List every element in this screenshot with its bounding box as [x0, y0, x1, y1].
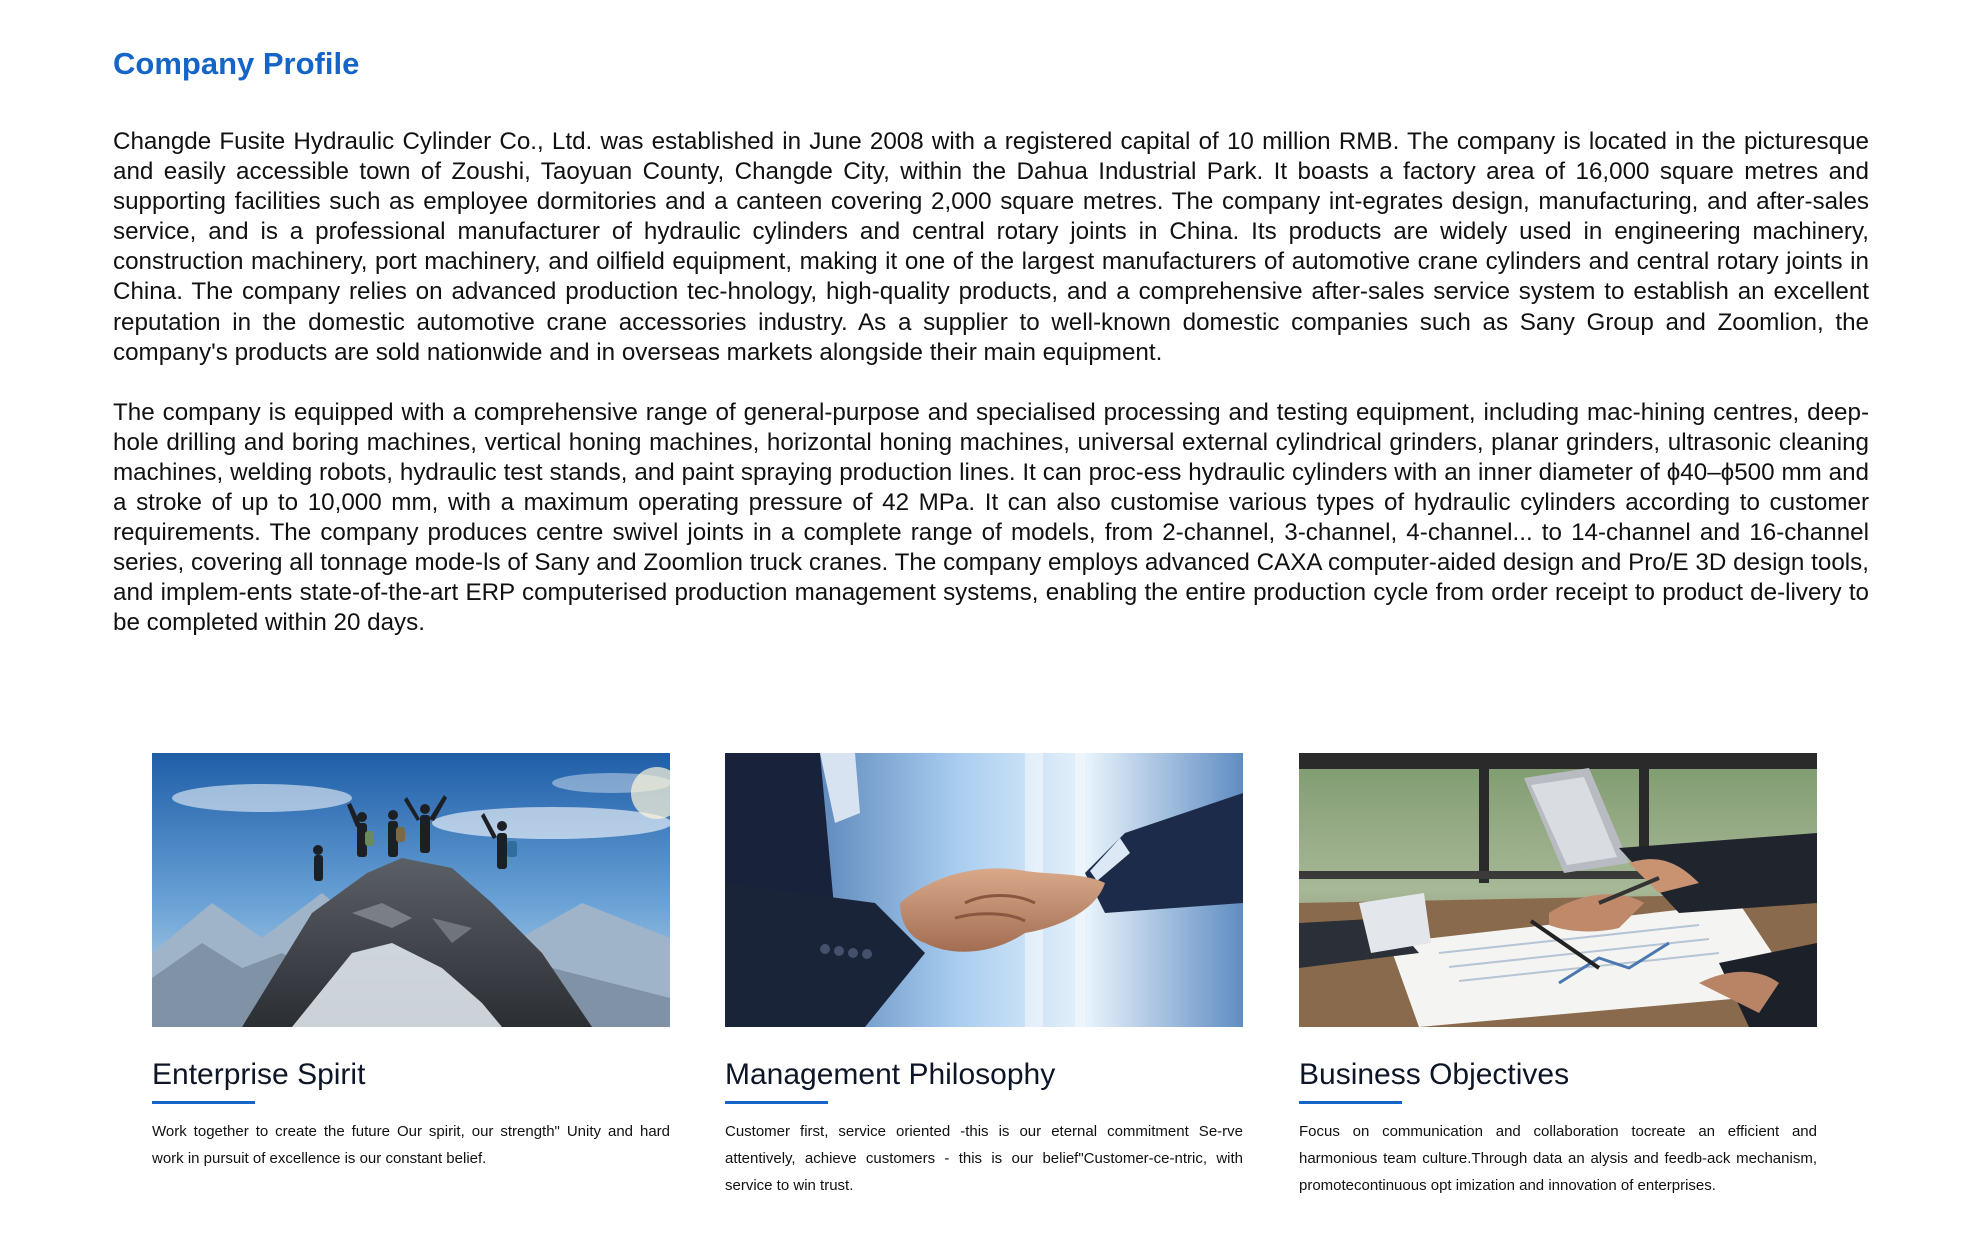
intro-section	[113, 127, 1869, 669]
card-title: Management Philosophy	[725, 1058, 1056, 1091]
mountain-summit-climbers-photo	[152, 753, 670, 1027]
intro-paragraph-2: The company is equipped with a comprehensive range of general-purpose and specialised processing and testing equipment, including mac-hining centres, deep-hole drilling and boring machines, vertical honing machines, horizontal honing machines, universal external cylindrical grinders, planar grinders, ultrasonic cleaning machines, welding robots, hydraulic test stands, and paint spraying production lines. It can proc-ess hydraulic cylinders with an inner diameter of ϕ40–ϕ500 mm and a stroke of up to 10,000 mm, with a maximum operating pressure of 42 MPa. It can also customise various types of hydraulic cylinders according to customer requirements. The company produces centre swivel joints in a complete range of models, from 2-channel, 3-channel, 4-channel... to 14-channel and 16-channel series, covering all tonnage mode-ls of Sany and Zoomlion truck cranes. The company employs advanced CAXA computer-aided design and Pro/E 3D design tools, and implem-ents state-of-the-art ERP computerised production management systems, enabling the entire production cycle from order receipt to product de-livery to be completed within 20 days.	[113, 398, 1869, 637]
page-title: Company Profile	[113, 46, 360, 81]
card-business-objectives	[1299, 753, 1817, 1199]
card-title: Enterprise Spirit	[152, 1058, 366, 1091]
business-handshake-photo	[725, 753, 1243, 1027]
card-text: Focus on communication and collaboration tocreate an efficient and harmonious team culture.Through data an alysis and feedb-ack mechanism, promotecontinuous opt imization and innovation of enterprises.	[1299, 1123, 1817, 1194]
title-underline	[152, 1101, 255, 1104]
meeting-documents-photo	[1299, 753, 1817, 1027]
card-management-philosophy	[725, 753, 1243, 1199]
card-title: Business Objectives	[1299, 1058, 1570, 1091]
title-underline	[1299, 1101, 1402, 1104]
title-underline	[725, 1101, 828, 1104]
card-text: Customer first, service oriented -this is our eternal commitment Se-rve attentively, achieve customers - this is our belief"Customer-ce-ntric, with service to win trust.	[725, 1123, 1243, 1194]
intro-paragraph-1: Changde Fusite Hydraulic Cylinder Co., Ltd. was established in June 2008 with a registered capital of 10 million RMB. The company is located in the picturesque and easily accessible town of Zoushi, Taoyuan County, Changde City, within the Dahua Industrial Park. It boasts a factory area of 16,000 square metres and supporting facilities such as employee dormitories and a canteen covering 2,000 square metres. The company int-egrates design, manufacturing, and after-sales service, and is a professional manufacturer of hydraulic cylinders and central rotary joints in China. Its products are widely used in engineering machinery, construction machinery, port machinery, and oilfield equipment, making it one of the largest manufacturers of automotive crane cylinders and central rotary joints in China. The company relies on advanced production tec-hnology, high-quality products, and a comprehensive after-sales service system to establish an excellent reputation in the domestic automotive crane accessories industry. As a supplier to well-known domestic companies such as Sany Group and Zoomlion, the company's products are sold nationwide and in overseas markets alongside their main equipment.	[113, 128, 1869, 366]
card-enterprise-spirit	[152, 753, 670, 1172]
card-text: Work together to create the future Our spirit, our strength" Unity and hard work in pursuit of excellence is our constant belief.	[152, 1123, 670, 1167]
